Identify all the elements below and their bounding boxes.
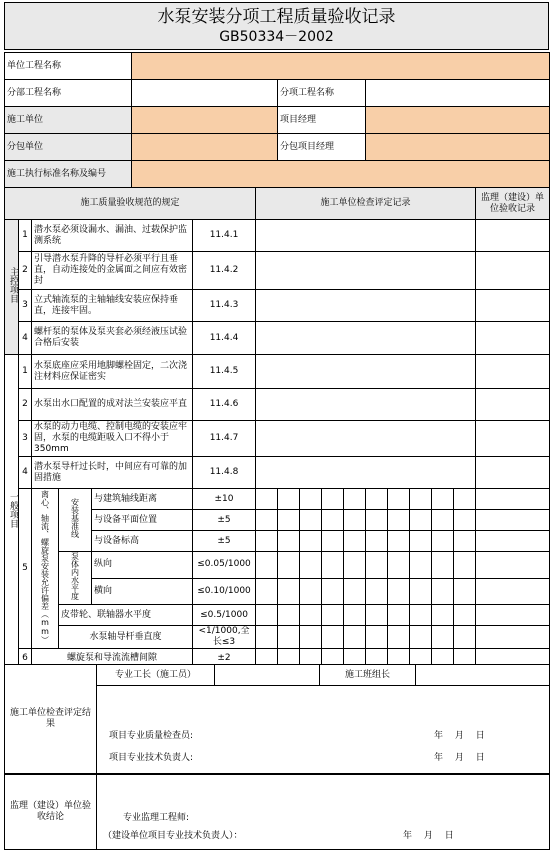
general-item-supervisor-cell[interactable] [476, 355, 550, 389]
main-item-text: 螺杆泵的泵体及泵夹套必须经液压试验合格后安装 [32, 322, 193, 355]
tolerance-supervisor-cell[interactable] [476, 605, 550, 626]
measure-cell[interactable] [454, 605, 476, 626]
main-item-check-cell[interactable] [256, 252, 476, 290]
general-item-ref: 11.4.8 [193, 457, 256, 489]
general-items-label: 一般项目 [5, 355, 19, 669]
main-item-text: 引导潜水泵升降的导杆必须平行且垂直，自动连接处的金属面之间应有效密封 [32, 252, 193, 290]
measure-cell[interactable] [344, 626, 366, 649]
spec-column-header: 施工质量验收规范的规定 [5, 188, 256, 220]
form-title [4, 2, 549, 50]
tolerance-item-name: 与设备标高 [92, 531, 193, 552]
baseline-group-label: 安装基准线 [59, 489, 92, 552]
measure-cell[interactable] [432, 578, 454, 605]
measure-cell[interactable] [366, 578, 388, 605]
measure-cell[interactable] [410, 489, 432, 510]
subcontractor-label: 分包单位 [5, 134, 132, 161]
general-item-text: 水泵出水口配置的成对法兰安装应平直 [32, 389, 193, 421]
measure-cell[interactable] [300, 552, 322, 579]
measure-cell[interactable] [432, 552, 454, 579]
measure-cell[interactable] [256, 489, 278, 510]
measure-cell[interactable] [322, 531, 344, 552]
contractor-label: 施工单位 [5, 107, 132, 134]
standard-code: GB50334－2002 [219, 29, 334, 45]
main-item-supervisor-cell[interactable] [476, 252, 550, 290]
tolerance-supervisor-cell[interactable] [476, 531, 550, 552]
measure-cell[interactable] [366, 552, 388, 579]
general-item-no: 6 [19, 649, 32, 669]
tolerance-value: ≤0.05/1000 [193, 552, 256, 579]
project-manager-label: 项目经理 [278, 107, 366, 134]
contractor-signature-area[interactable] [97, 686, 550, 774]
measure-cell[interactable] [366, 605, 388, 626]
date-label: 年 月 日 [403, 831, 454, 841]
general-item-supervisor-cell[interactable] [476, 421, 550, 457]
tolerance-supervisor-cell[interactable] [476, 552, 550, 579]
project-manager-field[interactable] [366, 107, 550, 134]
measure-cell[interactable] [366, 531, 388, 552]
tolerance-value: ≤0.5/1000 [193, 605, 256, 626]
subcontractor-field[interactable] [132, 134, 278, 161]
measure-cell[interactable] [278, 626, 300, 649]
unit-project-field[interactable] [132, 53, 550, 80]
tolerance-supervisor-cell[interactable] [476, 578, 550, 605]
measure-cell[interactable] [388, 552, 410, 579]
measure-cell[interactable] [300, 605, 322, 626]
general-item-ref: 11.4.5 [193, 355, 256, 389]
main-item-no: 4 [19, 322, 32, 355]
tolerance-item-name: 与设备平面位置 [92, 510, 193, 531]
measure-cell[interactable] [410, 578, 432, 605]
date-label: 年 月 日 [434, 753, 485, 763]
title-text: 水泵安装分项工程质量验收记录 [157, 7, 396, 27]
main-item-ref: 11.4.4 [193, 322, 256, 355]
general-item-text: 水泵的动力电缆、控制电缆的安装应牢固，水泵的电缆距吸入口不得小于350mm [32, 421, 193, 457]
general-item-supervisor-cell[interactable] [476, 389, 550, 421]
main-item-supervisor-cell[interactable] [476, 220, 550, 252]
measure-cell[interactable] [388, 578, 410, 605]
general-item-text: 潜水泵导杆过长时，中间应有可靠的加固措施 [32, 457, 193, 489]
supervision-signature-area[interactable] [97, 775, 550, 850]
measure-cell[interactable] [322, 626, 344, 649]
measure-cell[interactable] [432, 626, 454, 649]
measure-cell[interactable] [432, 605, 454, 626]
measure-cell[interactable] [256, 605, 278, 626]
general-item-no: 4 [19, 457, 32, 489]
measure-cell[interactable] [454, 489, 476, 510]
general-item-no: 5 [19, 489, 32, 649]
main-item-supervisor-cell[interactable] [476, 290, 550, 322]
supervision-conclusion-label: 监理（建设）单位验收结论 [5, 775, 97, 850]
pump-level-group-label: 泵体内水平度 [59, 552, 92, 605]
measure-cell[interactable] [454, 531, 476, 552]
general-item-text: 水泵底座应采用地脚螺栓固定，二次浇注材料应保证密实 [32, 355, 193, 389]
general-item-check-cell[interactable] [256, 457, 476, 489]
general-item-supervisor-cell[interactable] [476, 457, 550, 489]
measure-cell[interactable] [322, 578, 344, 605]
foreman-field[interactable] [215, 665, 320, 686]
main-item-text: 潜水泵必须设漏水、漏油、过载保护监测系统 [32, 220, 193, 252]
measure-cell[interactable] [344, 552, 366, 579]
measure-cell[interactable] [300, 578, 322, 605]
sub-project-label: 分部工程名称 [5, 80, 132, 107]
measure-cell[interactable] [388, 531, 410, 552]
general-item-ref: 11.4.6 [193, 389, 256, 421]
measure-cell[interactable] [432, 510, 454, 531]
tolerance-value: ±5 [193, 510, 256, 531]
main-item-ref: 11.4.1 [193, 220, 256, 252]
general-item-check-cell[interactable] [256, 355, 476, 389]
measure-cell[interactable] [388, 626, 410, 649]
general-item-no: 1 [19, 355, 32, 389]
measure-cell[interactable] [300, 626, 322, 649]
measure-cell[interactable] [322, 510, 344, 531]
main-item-ref: 11.4.2 [193, 252, 256, 290]
measure-cell[interactable] [322, 489, 344, 510]
quality-inspector-label: 项目专业质量检查员: [109, 731, 194, 741]
main-item-no: 1 [19, 220, 32, 252]
tolerance-value: ±2 [193, 649, 256, 669]
general-item-check-cell[interactable] [256, 389, 476, 421]
measure-cell[interactable] [388, 510, 410, 531]
standard-field[interactable] [132, 161, 550, 188]
main-items-label: 主控项目 [5, 220, 19, 355]
measure-cell[interactable] [344, 531, 366, 552]
tolerance-value: ±10 [193, 489, 256, 510]
main-item-check-cell[interactable] [256, 322, 476, 355]
measure-cell[interactable] [344, 510, 366, 531]
measure-cell[interactable] [410, 531, 432, 552]
contractor-conclusion-label: 施工单位检查评定结果 [5, 665, 97, 774]
item-project-label: 分项工程名称 [278, 80, 366, 107]
supervising-engineer-label: 专业监理工程师: [123, 813, 190, 823]
check-column-header: 施工单位检查评定记录 [256, 188, 476, 220]
measure-cell[interactable] [410, 510, 432, 531]
measure-cell[interactable] [454, 578, 476, 605]
contractor-field[interactable] [132, 107, 278, 134]
main-item-check-cell[interactable] [256, 290, 476, 322]
measure-cell[interactable] [256, 531, 278, 552]
measure-cell[interactable] [278, 531, 300, 552]
tolerance-value: <1/1000,全长≤3 [193, 626, 256, 649]
general-item-ref: 11.4.7 [193, 421, 256, 457]
measure-cell[interactable] [278, 552, 300, 579]
unit-project-label: 单位工程名称 [5, 53, 132, 80]
measure-cell[interactable] [322, 605, 344, 626]
date-label: 年 月 日 [434, 731, 485, 741]
general-item-no: 3 [19, 421, 32, 457]
tolerance-supervisor-cell[interactable] [476, 626, 550, 649]
measure-cell[interactable] [454, 510, 476, 531]
measure-cell[interactable] [256, 626, 278, 649]
general-item-no: 2 [19, 389, 32, 421]
main-item-text: 立式轴流泵的主轴轴线安装应保持垂直，连接牢固。 [32, 290, 193, 322]
foreman-label: 专业工长（施工员） [97, 665, 215, 686]
item-project-field[interactable] [366, 80, 550, 107]
measure-cell[interactable] [300, 531, 322, 552]
team-leader-label: 施工班组长 [320, 665, 416, 686]
sub-project-manager-label: 分包项目经理 [278, 134, 366, 161]
tolerance-value: ≤0.10/1000 [193, 578, 256, 605]
main-item-check-cell[interactable] [256, 220, 476, 252]
measure-cell[interactable] [256, 552, 278, 579]
measure-cell[interactable] [344, 489, 366, 510]
tolerance-supervisor-cell[interactable] [476, 510, 550, 531]
measure-cell[interactable] [454, 552, 476, 579]
measure-cell[interactable] [366, 626, 388, 649]
main-item-ref: 11.4.3 [193, 290, 256, 322]
header-table [4, 52, 550, 188]
main-item-no: 2 [19, 252, 32, 290]
measure-cell[interactable] [300, 489, 322, 510]
tolerance-item-name: 皮带轮、联轴器水平度 [59, 605, 193, 626]
supervision-table [4, 774, 550, 850]
measure-cell[interactable] [278, 578, 300, 605]
tolerance-value: ±5 [193, 531, 256, 552]
measure-cell[interactable] [366, 489, 388, 510]
measure-cell[interactable] [388, 605, 410, 626]
measure-cell[interactable] [432, 531, 454, 552]
measure-cell[interactable] [256, 578, 278, 605]
standard-label: 施工执行标准名称及编号 [5, 161, 132, 188]
measure-cell[interactable] [344, 578, 366, 605]
measure-cell[interactable] [322, 552, 344, 579]
sub-project-field[interactable] [132, 80, 278, 107]
main-item-supervisor-cell[interactable] [476, 322, 550, 355]
team-leader-field[interactable] [416, 665, 550, 686]
tolerance-item-name: 与建筑轴线距离 [92, 489, 193, 510]
inspection-table [4, 187, 550, 669]
measure-cell[interactable] [410, 626, 432, 649]
general-item-check-cell[interactable] [256, 421, 476, 457]
owner-rep-label: （建设单位项目专业技术负责人）： [103, 831, 243, 841]
tolerance-item-name: 纵向 [92, 552, 193, 579]
tolerance-item-name: 水泵轴导杆垂直度 [59, 626, 193, 649]
measure-cell[interactable] [388, 489, 410, 510]
sub-project-manager-field[interactable] [366, 134, 550, 161]
measure-cell[interactable] [410, 605, 432, 626]
measure-cell[interactable] [278, 510, 300, 531]
supervisor-column-header: 监理（建设）单位验收记录 [476, 188, 550, 220]
measure-cell[interactable] [256, 510, 278, 531]
conclusion-table [4, 664, 550, 774]
measure-cell[interactable] [344, 605, 366, 626]
measure-cell[interactable] [300, 510, 322, 531]
measure-cell[interactable] [454, 626, 476, 649]
measure-cell[interactable] [432, 489, 454, 510]
measure-cell[interactable] [366, 510, 388, 531]
tolerance-item-name: 螺旋泵和导流流槽间隙 [32, 649, 193, 669]
measure-cell[interactable] [410, 552, 432, 579]
measure-cell[interactable] [278, 605, 300, 626]
tech-lead-label: 项目专业技术负责人: [109, 753, 194, 763]
tolerance-supervisor-cell[interactable] [476, 489, 550, 510]
main-item-no: 3 [19, 290, 32, 322]
deviation-group-label: 离心、轴流、螺旋泵安装允许偏差（mm） [32, 489, 59, 649]
tolerance-item-name: 横向 [92, 578, 193, 605]
measure-cell[interactable] [278, 489, 300, 510]
